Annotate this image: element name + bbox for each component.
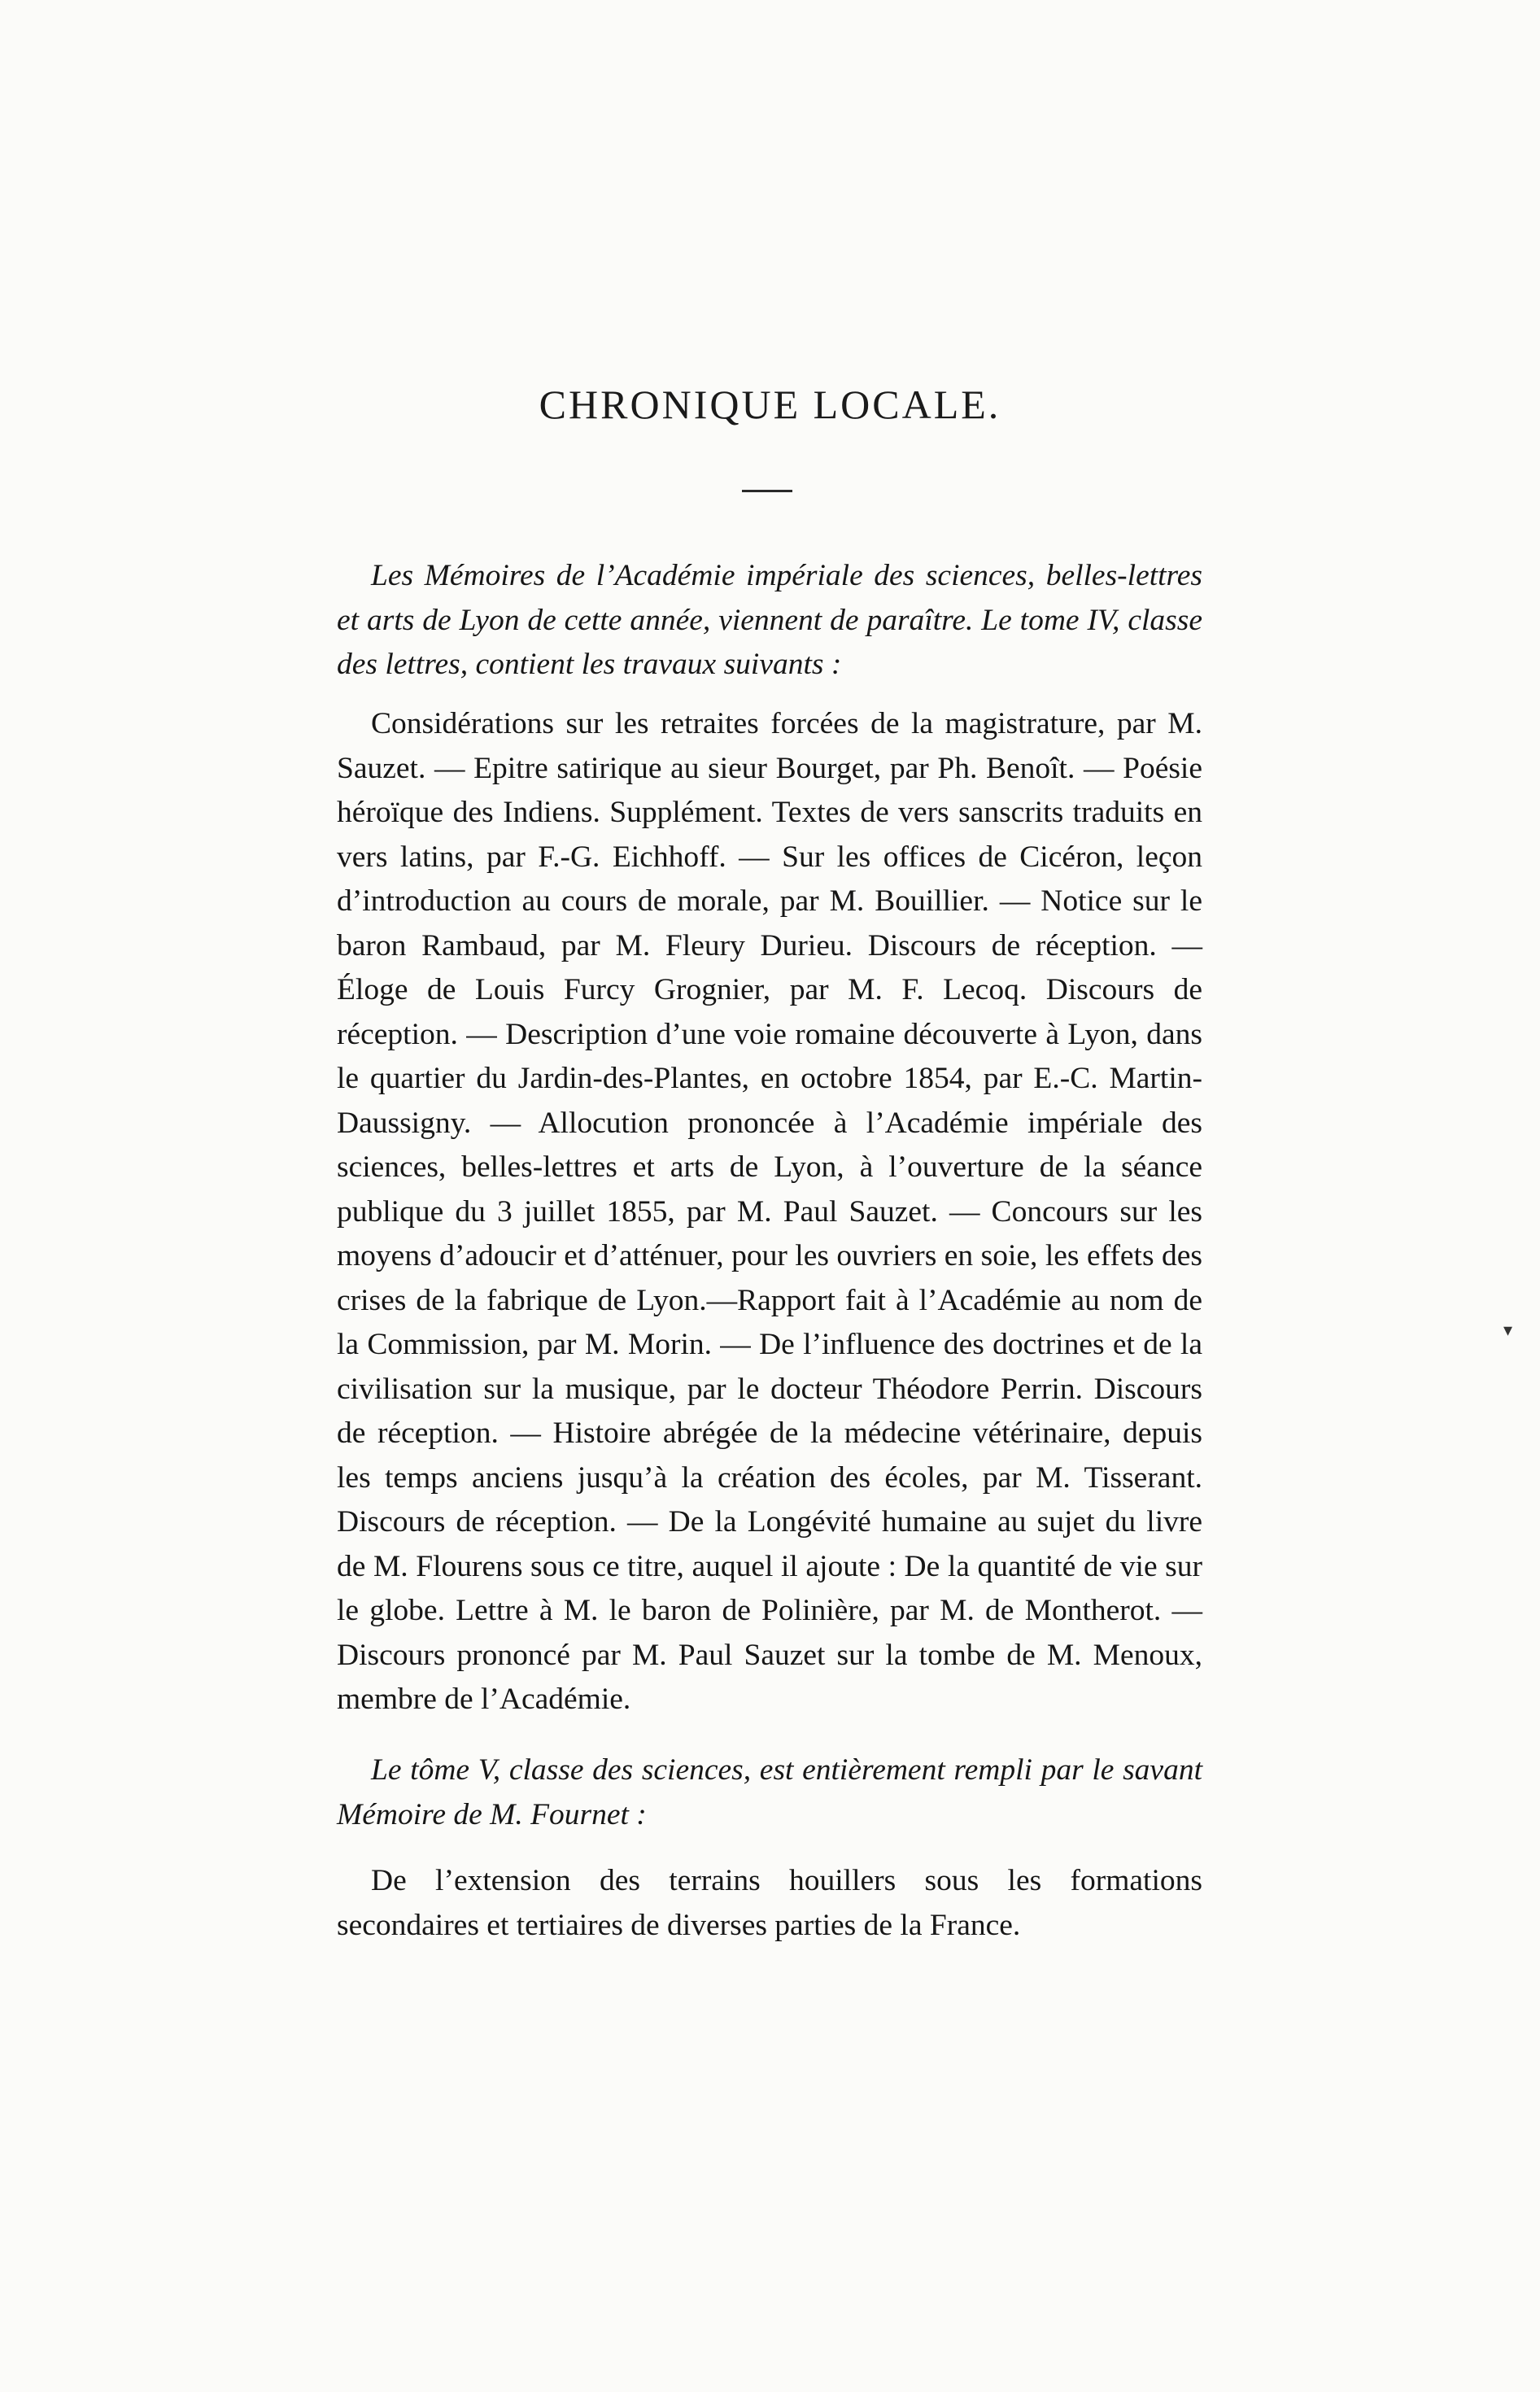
page-title: CHRONIQUE LOCALE. [539, 382, 1001, 427]
works-list-text: Considérations sur les retraites forcées de la magistrature, par M. Sauzet. — Epitre satirique au sieur Bourget, par Ph. Benoît. — Poésie héroïque des Indiens. Supplément. Textes de vers sanscrits traduits en vers latins, par F.-G. Eichhoff. — Sur les offices de Cicéron, leçon d’introduction au cours de morale, par M. Bouillier. — Notice sur le baron Rambaud, par M. Fleury Durieu. Discours de réception. — Éloge de Louis Furcy Grognier, par M. F. Lecoq. Discours de réception. — Description d’une voie romaine découverte à Lyon, dans le quartier du Jardin-des-Plantes, en octobre 1854, par E.-C. Martin-Daussigny. — Allocution prononcée à l’Académie impériale des sciences, belles-lettres et arts de Lyon, à l’ouverture de la séance publique du 3 juillet 1855, par M. Paul Sauzet. — Concours sur les moyens d’adoucir et d’atténuer, pour les ouvriers en soie, les effets des crises de la fabrique de Lyon.—Rapport fait à l’Académie au nom de la Commission, par M. Morin. — De l’influence des doctrines et de la civilisation sur la musique, par le docteur Théodore Perrin. Discours de réception. — Histoire abrégée de la médecine vétérinaire, depuis les temps anciens jusqu’à la création des écoles, par M. Tisserant. Discours de réception. — De la Longévité humaine au sujet du livre de M. Flourens sous ce titre, auquel il ajoute : De la quantité de vie sur le globe. Lettre à M. le baron de Polinière, par M. de Montherot. — Discours prononcé par M. Paul Sauzet sur la tombe de M. Menoux, membre de l’Académie. [337, 707, 1202, 1716]
fournet-text: De l’extension des terrains houillers sous les formations secondaires et tertiaires de diverses parties de la France. [337, 1864, 1202, 1942]
tome5-text: Le tôme V, classe des sciences, est entièrement rempli par le savant Mémoire de M. Fournet : [337, 1753, 1202, 1831]
intro-text: Les Mémoires de l’Académie impériale des sciences, belles-lettres et arts de Lyon de cette année, viennent de paraître. Le tome IV, classe des lettres, contient les travaux suivants : [337, 559, 1202, 681]
intro-paragraph [337, 554, 1202, 687]
scan-mark: ▾ [1503, 1320, 1513, 1340]
works-list-paragraph [337, 702, 1202, 1722]
fournet-paragraph [337, 1859, 1202, 1948]
title-rule [742, 490, 792, 492]
tome5-paragraph [337, 1748, 1202, 1837]
